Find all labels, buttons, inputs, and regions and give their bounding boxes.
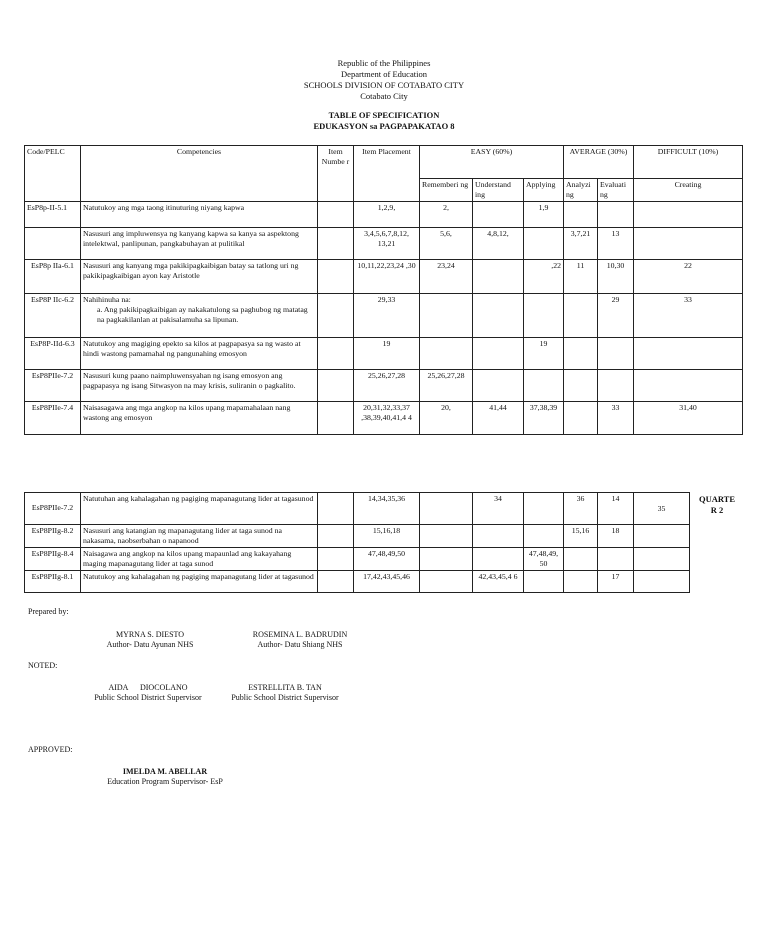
row-understanding: 42,43,45,4 6 bbox=[473, 571, 524, 593]
preparer-2-name: ROSEMINA L. BADRUDIN bbox=[252, 630, 348, 639]
table-row bbox=[25, 202, 743, 228]
header-republic: Republic of the Philippines bbox=[337, 58, 431, 68]
row-item-number bbox=[318, 260, 354, 294]
row-creating: 31,40 bbox=[634, 402, 743, 435]
noter-2-role: Public School District Supervisor bbox=[231, 693, 339, 702]
row-remembering bbox=[420, 525, 473, 548]
row-remembering: 25,26,27,28 bbox=[420, 370, 473, 402]
preparer-1-role: Author- Datu Ayunan NHS bbox=[106, 640, 194, 649]
row-placement: 19 bbox=[354, 338, 420, 370]
row-analyzing: 15,16 bbox=[564, 525, 598, 548]
row-creating bbox=[634, 525, 690, 548]
row-evaluating: 13 bbox=[598, 228, 634, 260]
quarter-label: QUARTE R 2 bbox=[698, 494, 736, 515]
row-creating bbox=[634, 228, 743, 260]
row-item-number bbox=[318, 548, 354, 571]
competency-intro: Nahihinuha na: bbox=[83, 295, 131, 304]
header-difficult: DIFFICULT (10%) bbox=[634, 146, 743, 179]
row-applying: 47,48,49, 50 bbox=[524, 548, 564, 571]
row-item-number bbox=[318, 493, 354, 525]
noted-label: NOTED: bbox=[28, 661, 58, 670]
row-evaluating: 14 bbox=[598, 493, 634, 525]
row-remembering: 20, bbox=[420, 402, 473, 435]
row-competency: Nasusuri ang kanyang mga pakikipagkaibigan batay sa tatlong uri ng pakikipagkaibigan ayon kay Aristotle bbox=[81, 260, 318, 294]
row-creating: 22 bbox=[634, 260, 743, 294]
row-code: EsP8PIIg-8.4 bbox=[25, 548, 81, 571]
row-analyzing bbox=[564, 402, 598, 435]
row-evaluating bbox=[598, 338, 634, 370]
header-remembering: Rememberi ng bbox=[420, 179, 473, 202]
header-item-placement: Item Placement bbox=[354, 146, 420, 202]
header-division: SCHOOLS DIVISION OF COTABATO CITY bbox=[303, 80, 465, 90]
row-applying: 37,38,39 bbox=[524, 402, 564, 435]
table-row bbox=[25, 402, 743, 435]
row-remembering bbox=[420, 294, 473, 338]
row-understanding bbox=[473, 525, 524, 548]
row-evaluating: 29 bbox=[598, 294, 634, 338]
document-header bbox=[0, 58, 768, 132]
row-code: EsP8P IIc-6.2 bbox=[25, 294, 81, 338]
row-applying bbox=[524, 571, 564, 593]
row-item-number bbox=[318, 370, 354, 402]
row-analyzing bbox=[564, 338, 598, 370]
competency-item: a. Ang pakikipagkaibigan ay nakakatulong sa paghubog ng matatag na pagkakilanlan at pakisalamuha sa lipunan. bbox=[97, 305, 308, 324]
row-analyzing: 3,7,21 bbox=[564, 228, 598, 260]
noter-2-name: ESTRELLITA B. TAN bbox=[248, 683, 322, 692]
row-understanding bbox=[473, 202, 524, 228]
row-understanding bbox=[473, 260, 524, 294]
row-evaluating: 33 bbox=[598, 402, 634, 435]
row-code bbox=[25, 228, 81, 260]
preparer-2-role: Author- Datu Shiang NHS bbox=[257, 640, 343, 649]
row-competency bbox=[81, 294, 318, 338]
row-understanding: 41,44 bbox=[473, 402, 524, 435]
row-remembering bbox=[420, 548, 473, 571]
row-code: EsP8P-IId-6.3 bbox=[25, 338, 81, 370]
row-item-number bbox=[318, 228, 354, 260]
noter-1 bbox=[78, 683, 218, 703]
row-applying bbox=[524, 228, 564, 260]
row-competency: Naisasagawa ang mga angkop na kilos upang mapamahalaan nang wastong ang emosyon bbox=[81, 402, 318, 435]
row-applying bbox=[524, 525, 564, 548]
row-evaluating bbox=[598, 370, 634, 402]
row-creating bbox=[634, 370, 743, 402]
header-understanding: Understand ing bbox=[473, 179, 524, 202]
row-competency: Natutukoy ang kahalagahan ng pagiging mapanagutang lider at tagasunod bbox=[81, 571, 318, 593]
row-code: EsP8PIIe-7.2 bbox=[25, 493, 81, 525]
table-header-row bbox=[25, 146, 743, 179]
header-competencies: Competencies bbox=[81, 146, 318, 202]
specification-table bbox=[24, 145, 743, 435]
row-remembering bbox=[420, 338, 473, 370]
table-row bbox=[25, 260, 743, 294]
preparer-1 bbox=[80, 630, 220, 650]
row-code: EsP8PIIg-8.2 bbox=[25, 525, 81, 548]
row-understanding: 4,8,12, bbox=[473, 228, 524, 260]
approver-role: Education Program Supervisor- EsP bbox=[107, 777, 223, 786]
header-evaluating: Evaluati ng bbox=[598, 179, 634, 202]
header-analyzing: Analyzi ng bbox=[564, 179, 598, 202]
row-creating bbox=[634, 548, 690, 571]
table-row bbox=[25, 370, 743, 402]
row-creating bbox=[634, 571, 690, 593]
noter-2 bbox=[215, 683, 355, 703]
table-row bbox=[25, 294, 743, 338]
row-applying bbox=[524, 493, 564, 525]
row-remembering: 2, bbox=[420, 202, 473, 228]
row-competency: Nasusuri ang katangian ng mapanagutang lider at taga sunod na nakasama, naobserbahan o napanood bbox=[81, 525, 318, 548]
row-creating bbox=[634, 338, 743, 370]
header-easy: EASY (60%) bbox=[420, 146, 564, 179]
header-creating: Creating bbox=[634, 179, 743, 202]
row-placement: 1,2,9, bbox=[354, 202, 420, 228]
row-code: EsP8PIIg-8.1 bbox=[25, 571, 81, 593]
row-creating: 33 bbox=[634, 294, 743, 338]
row-item-number bbox=[318, 338, 354, 370]
approved-label: APPROVED: bbox=[28, 745, 73, 754]
row-applying bbox=[524, 370, 564, 402]
row-analyzing bbox=[564, 294, 598, 338]
row-remembering bbox=[420, 571, 473, 593]
row-placement: 20,31,32,33,37 ,38,39,40,41,4 4 bbox=[354, 402, 420, 435]
row-evaluating: 18 bbox=[598, 525, 634, 548]
row-evaluating: 10,30 bbox=[598, 260, 634, 294]
noter-1-role: Public School District Supervisor bbox=[94, 693, 202, 702]
doc-title: TABLE OF SPECIFICATION bbox=[328, 110, 440, 120]
row-item-number bbox=[318, 402, 354, 435]
row-analyzing: 36 bbox=[564, 493, 598, 525]
prepared-by-label: Prepared by: bbox=[28, 607, 69, 616]
approver bbox=[90, 767, 240, 787]
row-competency: Natutukoy ang mga taong itinuturing niyang kapwa bbox=[81, 202, 318, 228]
row-placement: 10,11,22,23,24 ,30 bbox=[354, 260, 420, 294]
row-applying: 1,9 bbox=[524, 202, 564, 228]
row-understanding: 34 bbox=[473, 493, 524, 525]
row-placement: 14,34,35,36 bbox=[354, 493, 420, 525]
approver-name: IMELDA M. ABELLAR bbox=[122, 767, 208, 776]
doc-subtitle: EDUKASYON sa PAGPAPAKATAO 8 bbox=[313, 121, 455, 131]
row-competency: Naisagawa ang angkop na kilos upang mapaunlad ang kakayahang maging mapanagutang lider at taga sunod bbox=[81, 548, 318, 571]
header-item-number: Item Numbe r bbox=[318, 146, 354, 202]
row-code: EsP8PIIe-7.2 bbox=[25, 370, 81, 402]
row-analyzing bbox=[564, 370, 598, 402]
row-evaluating: 17 bbox=[598, 571, 634, 593]
row-competency: Nasusuri ang impluwensya ng kanyang kapwa sa kanya sa aspektong intelektwal, panlipunan, pangkabuhayan at pulitikal bbox=[81, 228, 318, 260]
row-item-number bbox=[318, 525, 354, 548]
noter-1-name: AIDA DIOCOLANO bbox=[108, 683, 188, 692]
row-remembering bbox=[420, 493, 473, 525]
row-analyzing bbox=[564, 571, 598, 593]
row-understanding bbox=[473, 294, 524, 338]
row-item-number bbox=[318, 571, 354, 593]
specification-table-continued bbox=[24, 492, 690, 593]
table-row bbox=[25, 571, 690, 593]
row-item-number bbox=[318, 202, 354, 228]
row-remembering: 23,24 bbox=[420, 260, 473, 294]
row-analyzing bbox=[564, 548, 598, 571]
header-average: AVERAGE (30%) bbox=[564, 146, 634, 179]
row-evaluating bbox=[598, 202, 634, 228]
table-row bbox=[25, 493, 690, 525]
row-applying bbox=[524, 294, 564, 338]
row-code: EsP8PIIe-7.4 bbox=[25, 402, 81, 435]
row-placement: 15,16,18 bbox=[354, 525, 420, 548]
table-row bbox=[25, 338, 743, 370]
row-placement: 47,48,49,50 bbox=[354, 548, 420, 571]
table-row bbox=[25, 548, 690, 571]
row-competency: Natutuhan ang kahalagahan ng pagiging mapanagutang lider at tagasunod bbox=[81, 493, 318, 525]
table-row bbox=[25, 525, 690, 548]
header-code: Code/PELC bbox=[25, 146, 81, 202]
row-placement: 17,42,43,45,46 bbox=[354, 571, 420, 593]
row-creating: 35 bbox=[634, 493, 690, 525]
row-competency: Natutukoy ang magiging epekto sa kilos at pagpapasya sa ng wasto at hindi wastong pamamahal ng pangunahing emosyon bbox=[81, 338, 318, 370]
row-competency: Nasusuri kung paano naimpluwensyahan ng isang emosyon ang pagpapasya ng isang Sitwasyon na may krisis, suliranin o pagkalito. bbox=[81, 370, 318, 402]
row-applying: 19 bbox=[524, 338, 564, 370]
row-understanding bbox=[473, 370, 524, 402]
preparer-2 bbox=[230, 630, 370, 650]
preparer-1-name: MYRNA S. DIESTO bbox=[115, 630, 185, 639]
row-placement: 29,33 bbox=[354, 294, 420, 338]
row-item-number bbox=[318, 294, 354, 338]
header-city: Cotabato City bbox=[360, 91, 408, 101]
row-analyzing bbox=[564, 202, 598, 228]
row-analyzing: 11 bbox=[564, 260, 598, 294]
row-understanding bbox=[473, 548, 524, 571]
row-remembering: 5,6, bbox=[420, 228, 473, 260]
header-applying: Applying bbox=[524, 179, 564, 202]
row-code: EsP8p-II-5.1 bbox=[25, 202, 81, 228]
row-creating bbox=[634, 202, 743, 228]
header-deped: Department of Education bbox=[341, 69, 427, 79]
table-row bbox=[25, 228, 743, 260]
row-applying: ,22 bbox=[524, 260, 564, 294]
row-understanding bbox=[473, 338, 524, 370]
row-evaluating bbox=[598, 548, 634, 571]
row-placement: 3,4,5,6,7,8,12, 13,21 bbox=[354, 228, 420, 260]
row-code: EsP8p IIa-6.1 bbox=[25, 260, 81, 294]
row-placement: 25,26,27,28 bbox=[354, 370, 420, 402]
